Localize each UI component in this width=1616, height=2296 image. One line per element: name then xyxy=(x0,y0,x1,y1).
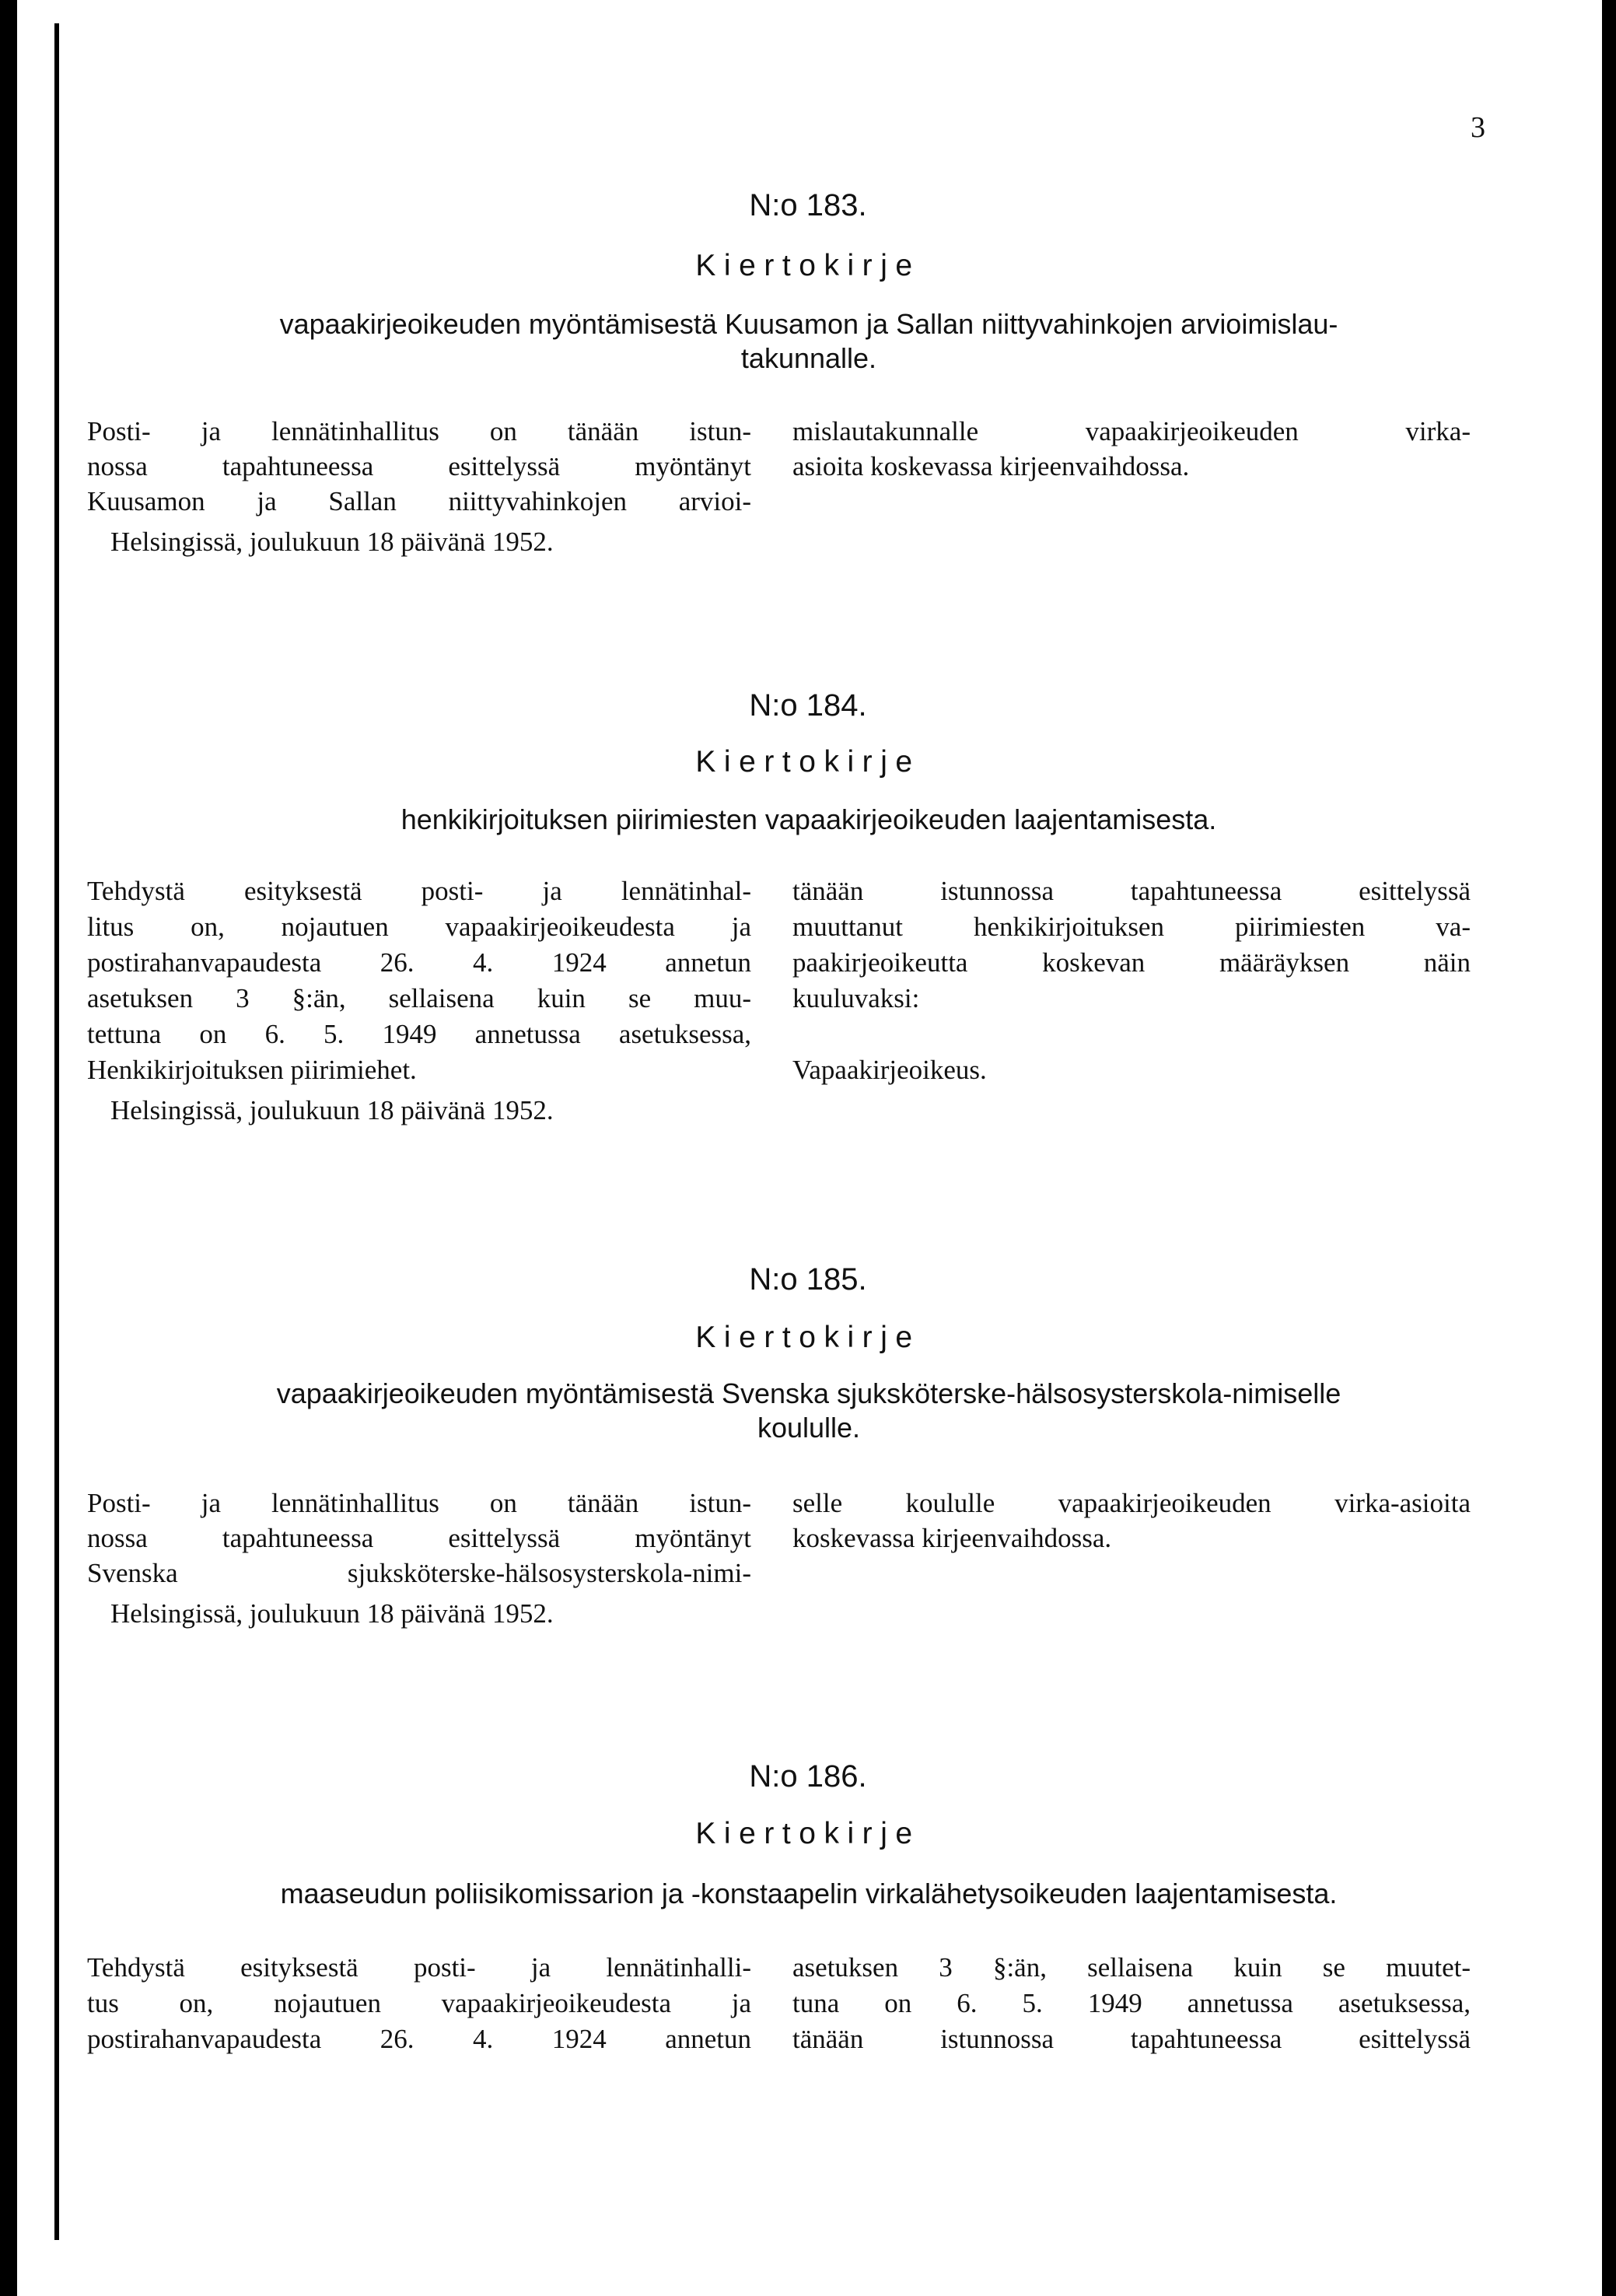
section-kind: Kiertokirje xyxy=(695,1817,921,1850)
body-line: litus on, nojautuen vapaakirjeoikeudesta ja xyxy=(87,912,751,942)
body-line: tuna on 6. 5. 1949 annetussa asetuksessa, xyxy=(792,1988,1471,2018)
body-line: tänään istunnossa tapahtuneessa esittelyssä xyxy=(792,2024,1471,2054)
body-line: Henkikirjoituksen piirimiehet. xyxy=(87,1055,417,1085)
body-heading: Vapaakirjeoikeus. xyxy=(792,1055,987,1085)
body-line: asetuksen 3 §:än, sellaisena kuin se muu- xyxy=(87,983,751,1013)
section-subject xyxy=(109,803,1509,837)
scan-border-left xyxy=(0,0,17,2296)
section-subject xyxy=(109,1377,1509,1445)
section-number: N:o 186. xyxy=(749,1759,867,1794)
section-number: N:o 183. xyxy=(749,188,867,222)
body-line: Tehdystä esityksestä posti- ja lennätinhalli- xyxy=(87,1952,751,1983)
body-line: tettuna on 6. 5. 1949 annetussa asetuksessa, xyxy=(87,1019,751,1049)
subject-line: vapaakirjeoikeuden myöntämisestä Svenska sjuksköterske-hälsosysterskola-nimiselle xyxy=(276,1377,1341,1409)
body-line: muuttanut henkikirjoituksen piirimiesten va- xyxy=(792,912,1471,942)
right-margin-rule xyxy=(1602,23,1607,2240)
signature-line: Helsingissä, joulukuun 18 päivänä 1952. xyxy=(110,1095,554,1125)
body-line: tänään istunnossa tapahtuneessa esittelyssä xyxy=(792,876,1471,906)
body-line: nossa tapahtuneessa esittelyssä myöntänyt xyxy=(87,451,751,481)
body-line: Posti- ja lennätinhallitus on tänään istun- xyxy=(87,416,751,446)
subject-line: takunnalle. xyxy=(740,342,877,374)
body-line: asioita koskevassa kirjeenvaihdossa. xyxy=(792,451,1190,481)
section-kind: Kiertokirje xyxy=(695,1321,921,1354)
left-margin-rule xyxy=(54,23,59,2240)
section-kind: Kiertokirje xyxy=(695,745,921,779)
body-line: koskevassa kirjeenvaihdossa. xyxy=(792,1523,1112,1553)
body-line: kuuluvaksi: xyxy=(792,983,920,1013)
subject-line: koululle. xyxy=(757,1412,861,1444)
subject-line: vapaakirjeoikeuden myöntämisestä Kuusamon ja Sallan niittyvahinkojen arvioimislau- xyxy=(279,308,1338,340)
section-subject xyxy=(109,1877,1509,1911)
signature-line: Helsingissä, joulukuun 18 päivänä 1952. xyxy=(110,1598,554,1629)
section-subject xyxy=(109,307,1509,376)
body-line: Tehdystä esityksestä posti- ja lennätinhal- xyxy=(87,876,751,906)
body-line: mislautakunnalle vapaakirjeoikeuden virka- xyxy=(792,416,1471,446)
section-number: N:o 185. xyxy=(749,1262,867,1297)
body-line: asetuksen 3 §:än, sellaisena kuin se muutet- xyxy=(792,1952,1471,1983)
subject-line: henkikirjoituksen piirimiesten vapaakirjeoikeuden laajentamisesta. xyxy=(401,803,1217,835)
signature-line: Helsingissä, joulukuun 18 päivänä 1952. xyxy=(110,527,554,557)
body-line: paakirjeoikeutta koskevan määräyksen näin xyxy=(792,947,1471,978)
body-line: Posti- ja lennätinhallitus on tänään istun- xyxy=(87,1488,751,1518)
body-line: Kuusamon ja Sallan niittyvahinkojen arvioi- xyxy=(87,486,751,516)
body-line: tus on, nojautuen vapaakirjeoikeudesta ja xyxy=(87,1988,751,2018)
body-line: selle koululle vapaakirjeoikeuden virka-asioita xyxy=(792,1488,1471,1518)
body-line: nossa tapahtuneessa esittelyssä myöntänyt xyxy=(87,1523,751,1553)
section-number: N:o 184. xyxy=(749,688,867,723)
body-line: Svenska sjuksköterske-hälsosysterskola-nimi- xyxy=(87,1558,751,1588)
subject-line: maaseudun poliisikomissarion ja -konstaapelin virkalähetysoikeuden laajentamisesta. xyxy=(280,1878,1338,1909)
section-kind: Kiertokirje xyxy=(695,249,921,282)
page-number: 3 xyxy=(1471,111,1485,144)
body-line: postirahanvapaudesta 26. 4. 1924 annetun xyxy=(87,947,751,978)
body-line: postirahanvapaudesta 26. 4. 1924 annetun xyxy=(87,2024,751,2054)
